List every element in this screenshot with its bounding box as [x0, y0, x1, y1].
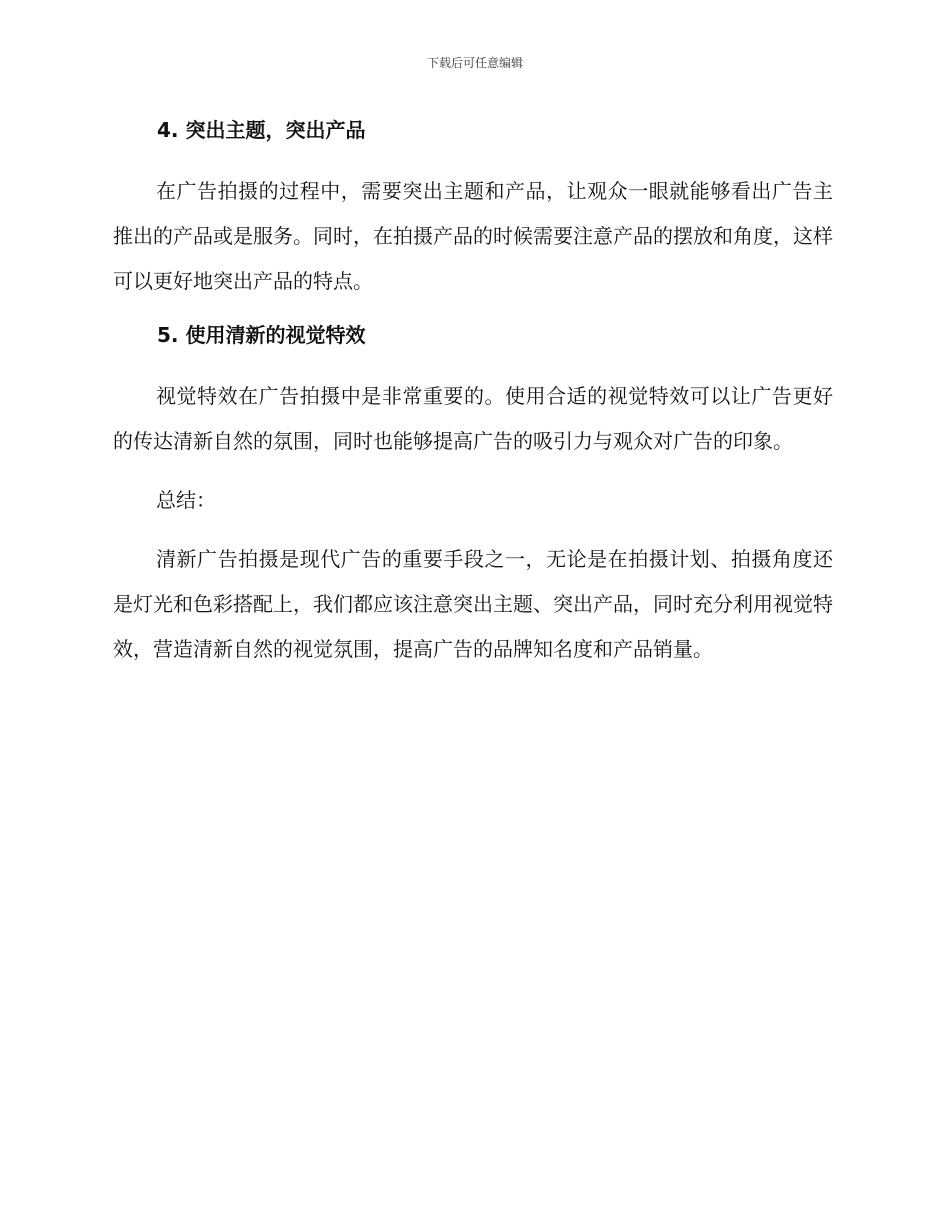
summary-paragraph: 清新广告拍摄是现代广告的重要手段之一，无论是在拍摄计划、拍摄角度还是灯光和色彩搭配上，我们都应该注意突出主题、突出产品，同时充分利用视觉特效，营造清新自然的视觉氛围，提高广告的品牌知名度和产品销量。 — [113, 547, 833, 661]
section-paragraph-4: 在广告拍摄的过程中，需要突出主题和产品，让观众一眼就能够看出广告主推出的产品或是服务。同时，在拍摄产品的时候需要注意产品的摆放和角度，这样可以更好地突出产品的特点。 — [113, 179, 833, 293]
section-paragraph-5: 视觉特效在广告拍摄中是非常重要的。使用合适的视觉特效可以让广告更好的传达清新自然的氛围，同时也能够提高广告的吸引力与观众对广告的印象。 — [113, 384, 833, 453]
section-heading-4: 4. 突出主题，突出产品 — [157, 118, 366, 142]
summary-label: 总结： — [156, 488, 216, 512]
document-body — [113, 113, 833, 686]
page-header: 下载后可任意编辑 — [426, 56, 523, 70]
section-heading-5: 5. 使用清新的视觉特效 — [157, 323, 366, 347]
